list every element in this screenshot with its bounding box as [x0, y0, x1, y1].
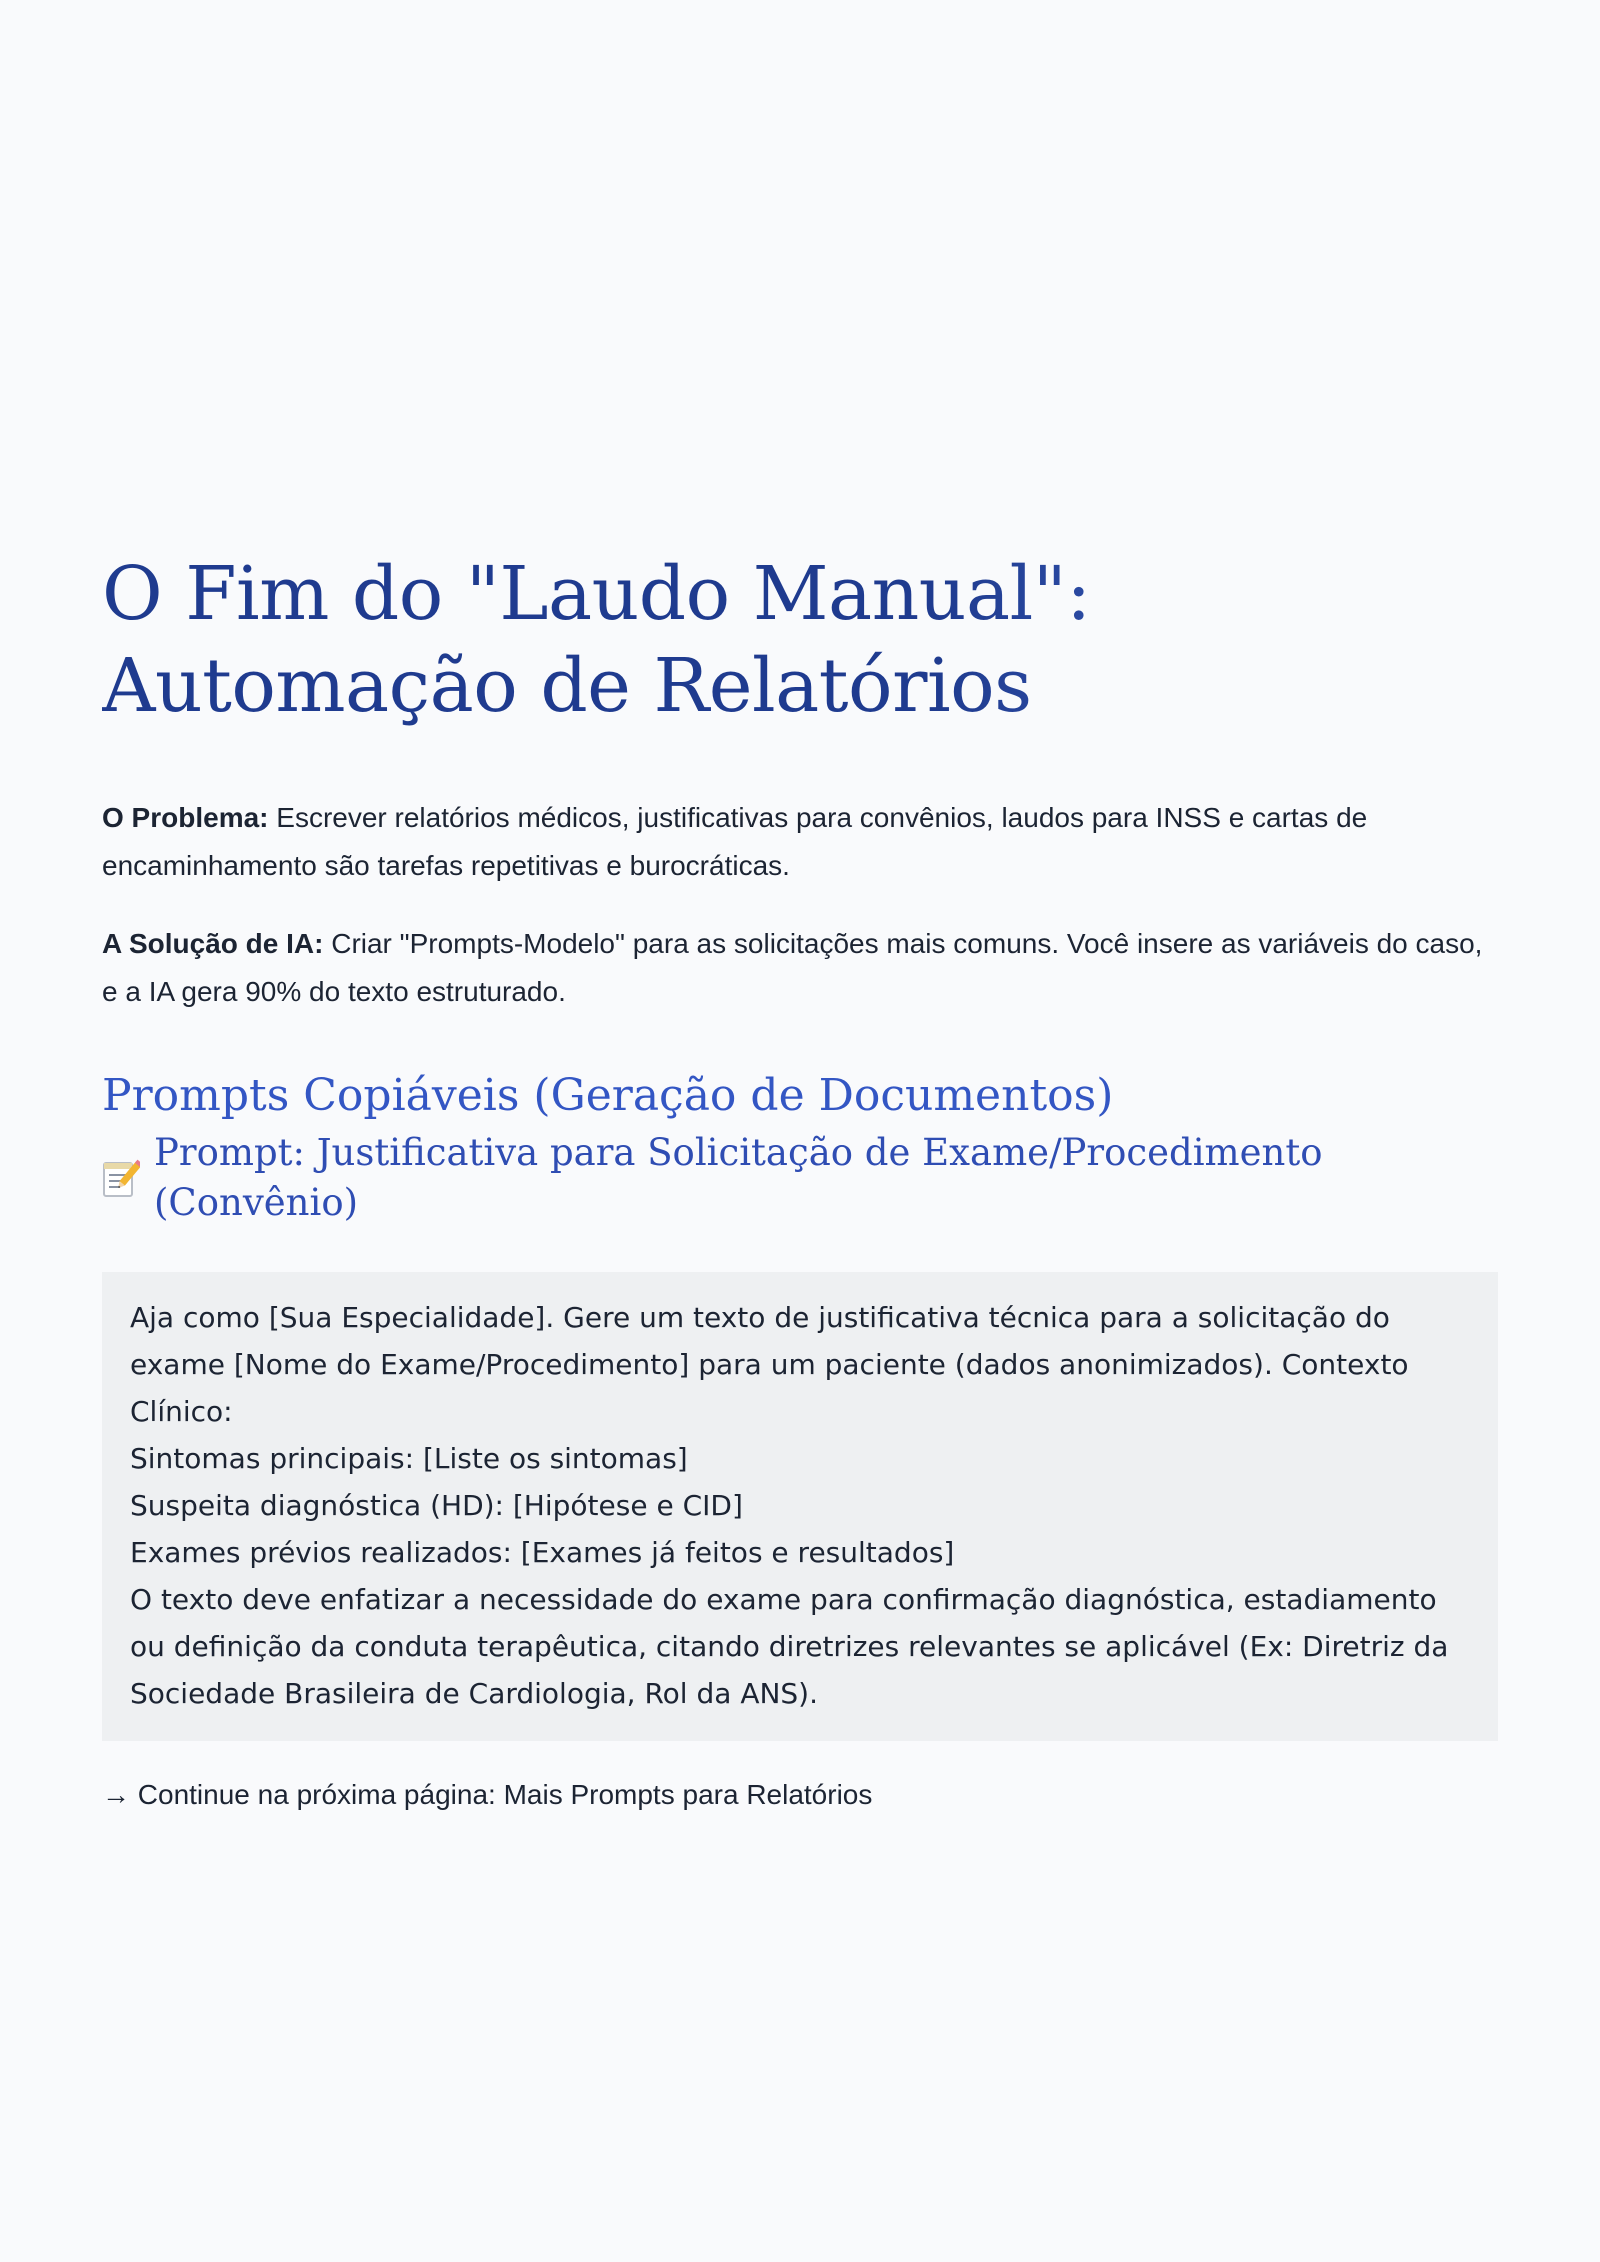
- continue-note: → Continue na próxima página: Mais Prompts para Relatórios: [102, 1779, 873, 1810]
- prompt-line: Exames prévios realizados: [Exames já feitos e resultados]: [130, 1536, 955, 1569]
- prompt-heading-text: Prompt: Justificativa para Solicitação de Exame/Procedimento (Convênio): [154, 1131, 1323, 1224]
- document-page: [102, 548, 1498, 1847]
- prompt-line: Sintomas principais: [Liste os sintomas]: [130, 1442, 688, 1475]
- problem-label: O Problema:: [102, 802, 269, 833]
- prompt-line: Suspeita diagnóstica (HD): [Hipótese e CID]: [130, 1489, 743, 1522]
- prompt-line: Aja como [Sua Especialidade]. Gere um texto de justificativa técnica para a solicitação do exame [Nome do Exame/Procedimento] para um paciente (dados anonimizados). Contexto Clínico:: [130, 1301, 1418, 1428]
- solution-label: A Solução de IA:: [102, 928, 324, 959]
- solution-paragraph: [102, 920, 1498, 1016]
- problem-text: Escrever relatórios médicos, justificativas para convênios, laudos para INSS e cartas de encaminhamento são tarefas repetitivas e burocráticas.: [102, 802, 1368, 881]
- problem-paragraph: [102, 794, 1498, 890]
- prompt-code-block[interactable]: [102, 1272, 1498, 1741]
- page-title: O Fim do "Laudo Manual": Automação de Relatórios: [102, 548, 1498, 732]
- memo-icon: [102, 1158, 140, 1198]
- solution-text: Criar "Prompts-Modelo" para as solicitações mais comuns. Você insere as variáveis do caso, e a IA gera 90% do texto estruturado.: [102, 928, 1483, 1007]
- prompt-heading: [102, 1128, 1498, 1228]
- prompt-line: O texto deve enfatizar a necessidade do exame para confirmação diagnóstica, estadiamento ou definição da conduta terapêutica, citando diretrizes relevantes se aplicável (Ex: Diretriz da Sociedade Brasileira de Cardiologia, Rol da ANS).: [130, 1583, 1458, 1710]
- section-heading: Prompts Copiáveis (Geração de Documentos): [102, 1070, 1114, 1121]
